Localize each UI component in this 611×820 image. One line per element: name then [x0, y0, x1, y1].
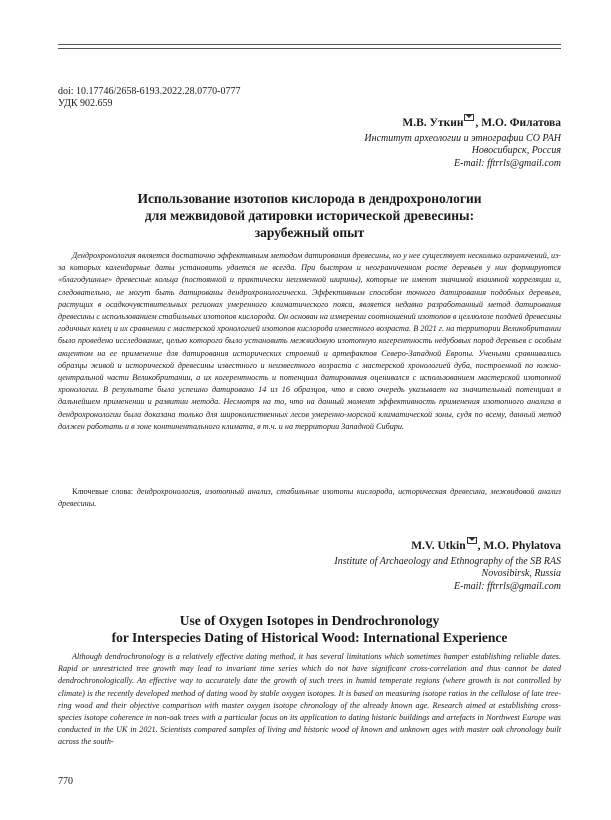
author-name: М.В. Уткин [402, 117, 464, 129]
title-line: для межвидовой датировки исторической древесины: [144, 208, 475, 223]
envelope-icon [467, 537, 477, 544]
email[interactable]: E-mail: fftrrls@gmail.com [454, 580, 561, 592]
header-rule [58, 48, 561, 49]
email[interactable]: E-mail: fftrrls@gmail.com [454, 157, 561, 169]
title-line: Использование изотопов кислорода в дендрохронологии [137, 191, 482, 206]
affiliation-en [334, 556, 561, 593]
abstract-ru: Дендрохронология является достаточно эффективным методом датирования древесины, но у нее существует несколько ограничений, из-за которых календарные даты установить удается не всегда. При быстром и неограниченном росте деревьев у них формируются «благодушные» древесные кольца (постоянной и практически неизменной ширины), которые не имеют значимой взаимной корреляции и, следовательно, не могут быть датированы дендрохронологически. Эффективным способом точного датирования подобных деревьев, растущих в осадкочувствительных регионах умеренного климатического пояса, является недавно разработанный метод датирования древесины с использованием стабильных изотопов кислорода. Он основан на измерении соотношений изотопов в целлюлозе поздней древесины годичных колец и их сравнении с мастерской хронологией изотопов кислорода известного возраста. В 2021 г. на территории Великобритании было проведено исследование, целью которого было установить межвидовую изотопную когерентность недубовых пород деревьев с особым акцентом на ее применение для датирования исторических строений и артефактов Северо-Западной Европы. Учеными сравнивались образцы живой и исторической древесины известного и неизвестного возраста с мастерской хронологией дуба, построенной по южно-центральной части Великобритании, а их когерентность и потенциал датирования оценивался с использованием мастерской изотопной хронологии. В результате было успешно датировано 14 из 16 образцов, что в свою очередь указывает на значительный потенциал в дальнейшем применении и развитии метода. Несмотря на то, что на данный момент эффективность применения изотопного анализа в дендрохронологии была доказана только для широколиственных лесов умеренно-морской климатической зоны, судя по всему, данный метод должен работать и в зоне континентального климата, в т.ч. и на территории Западной Сибири. [58, 251, 561, 431]
title-line: зарубежный опыт [254, 225, 365, 240]
page-number: 770 [58, 776, 73, 787]
location: Новосибирск, Россия [471, 145, 561, 157]
header-rule [58, 44, 561, 45]
keywords-label: Ключевые слова: [72, 487, 134, 496]
author-name: M.V. Utkin [411, 540, 466, 552]
authors-ru [402, 117, 561, 129]
article-title-ru [58, 190, 561, 241]
udk-code: УДК 902.659 [58, 98, 113, 109]
title-line: for Interspecies Dating of Historical Wood: International Experience [111, 630, 508, 645]
envelope-icon [464, 114, 474, 121]
author-name: , M.O. Phylatova [477, 540, 561, 552]
institution: Institute of Archaeology and Ethnography of the SB RAS [334, 556, 561, 567]
title-line: Use of Oxygen Isotopes in Dendrochronology [179, 613, 440, 628]
abstract-en: Although dendrochronology is a relatively effective dating method, it has several limitations which sometimes hamper establishing reliable dates. Rapid or unrestricted tree growth may lead to invariant time series which do not have significant cross-correlation and thus cannot be dated dendrochronologically. An effective way to accurately date the growth of such trees in humid temperate regions (where growth is not controlled by climate) is the recently developed method of dating wood by stable oxygen isotopes. It is based on measuring isotope ratios in the cellulose of late tree-ring wood and their objective comparison with master oxygen isotope chronology of the already known age. Research aimed at establishing cross-species isotope coherence in non-oak trees with a particular focus on its application to dating historic buildings and artefacts in Northwest Europe was conducted in the UK in 2021. Scientists compared samples of living and historic wood of known and unknown ages with master oak chronology built across the south- [58, 652, 561, 747]
authors-en [411, 540, 561, 552]
author-name: , М.О. Филатова [475, 117, 561, 129]
institution: Институт археологии и этнографии СО РАН [364, 133, 561, 144]
keywords-text: дендрохронология, изотопный анализ, стабильные изотопы кислорода, историческая древесина, межвидовой анализ древесины. [58, 487, 561, 509]
article-title-en [58, 612, 561, 646]
article-meta [58, 86, 241, 110]
location: Novosibirsk, Russia [481, 568, 561, 580]
keywords-ru [58, 486, 561, 510]
affiliation-ru [364, 133, 561, 170]
doi[interactable]: doi: 10.17746/2658-6193.2022.28.0770-0777 [58, 86, 241, 97]
